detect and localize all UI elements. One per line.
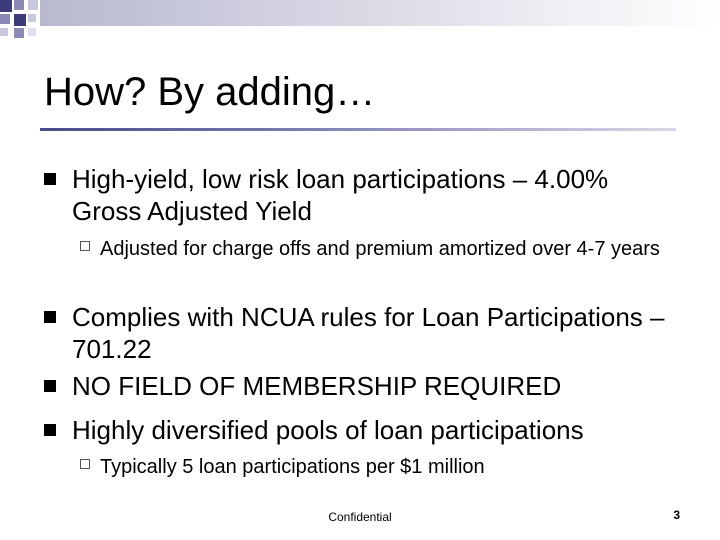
sub-bullet-text: Adjusted for charge offs and premium amortized over 4-7 years: [100, 238, 660, 260]
page-number: 3: [673, 508, 680, 522]
bullet-square-icon: [44, 380, 56, 392]
sub-bullet-box-icon: [80, 459, 90, 469]
sub-bullet-box-icon: [80, 241, 90, 251]
bullet-text: High-yield, low risk loan participations – 4.00% Gross Adjusted Yield: [72, 164, 609, 226]
bullet-square-icon: [44, 173, 56, 185]
slide-title: How? By adding…: [44, 70, 376, 114]
sub-bullet-text: Typically 5 loan participations per $1 million: [100, 456, 485, 478]
bullet-text: Highly diversified pools of loan participations: [72, 415, 584, 445]
bullet-text: NO FIELD OF MEMBERSHIP REQUIRED: [72, 371, 562, 401]
bullet-text: Complies with NCUA rules for Loan Participations – 701.22: [72, 302, 665, 364]
footer-confidential: Confidential: [328, 510, 392, 524]
bullet-square-icon: [44, 424, 56, 436]
bullet-square-icon: [44, 311, 56, 323]
